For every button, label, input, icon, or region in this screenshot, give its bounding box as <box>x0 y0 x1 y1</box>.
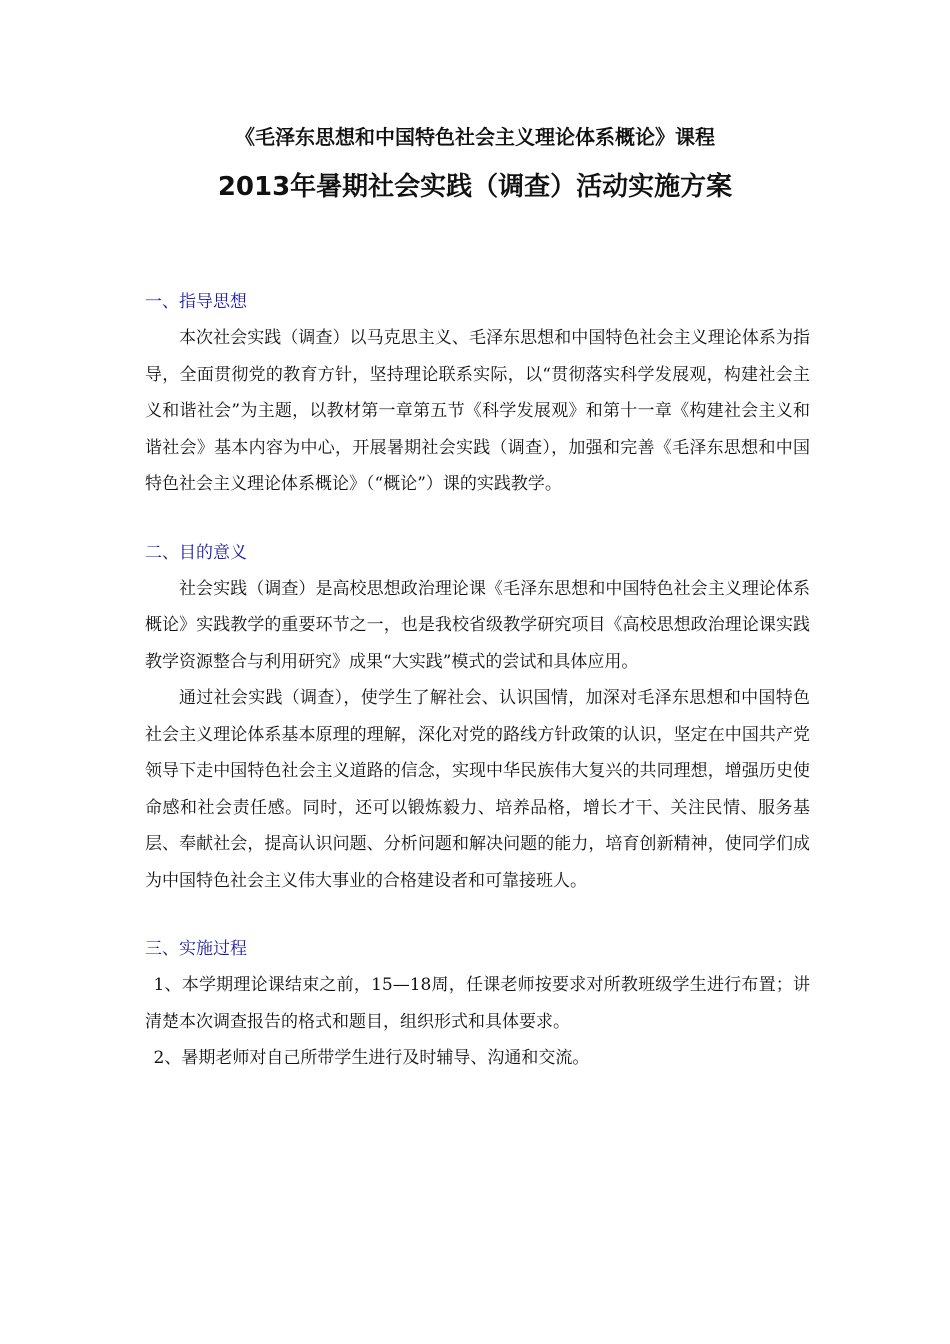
document-body <box>145 287 810 1077</box>
section-heading: 三、实施过程 <box>145 939 247 959</box>
document-title-main: 2013年暑期社会实践（调查）活动实施方案 <box>217 172 733 202</box>
list-item: 2、暑期老师对自己所带学生进行及时辅导、沟通和交流。 <box>153 1048 590 1068</box>
section-implementation <box>145 934 810 1077</box>
paragraph: 通过社会实践（调查），使学生了解社会、认识国情，加深对毛泽东思想和中国特色社会主义理论体系基本原理的理解，深化对党的路线方针政策的认识，坚定在中国共产党领导下走中国特色社会主义道路的信念，实现中华民族伟大复兴的共同理想，增强历史使命感和社会责任感。同时，还可以锻炼毅力、培养品格，增长才干、关注民情、服务基层、奉献社会，提高认识问题、分析问题和解决问题的能力，培育创新精神，使同学们成为中国特色社会主义伟大事业的合格建设者和可靠接班人。 <box>145 688 810 891</box>
section-heading: 二、目的意义 <box>145 542 247 563</box>
section-guiding-ideology <box>145 287 810 503</box>
list-item: 1、本学期理论课结束之前，15—18周，任课老师按要求对所教班级学生进行布置；讲清楚本次调查报告的格式和题目，组织形式和具体要求。 <box>145 975 810 1032</box>
document-title-course: 《毛泽东思想和中国特色社会主义理论体系概论》课程 <box>235 125 715 149</box>
paragraph: 本次社会实践（调查）以马克思主义、毛泽东思想和中国特色社会主义理论体系为指导，全面贯彻党的教育方针，坚持理论联系实际，以“贯彻落实科学发展观，构建社会主义和谐社会”为主题，以教材第一章第五节《科学发展观》和第十一章《构建社会主义和谐社会》基本内容为中心，开展暑期社会实践（调查），加强和完善《毛泽东思想和中国特色社会主义理论体系概论》（“概论”）课的实践教学。 <box>145 328 810 494</box>
section-heading: 一、指导思想 <box>145 292 247 312</box>
paragraph: 社会实践（调查）是高校思想政治理论课《毛泽东思想和中国特色社会主义理论体系概论》实践教学的重要环节之一，也是我校省级教学研究项目《高校思想政治理论课实践教学资源整合与利用研究》成果“大实践”模式的尝试和具体应用。 <box>145 578 810 672</box>
section-purpose <box>145 538 810 900</box>
